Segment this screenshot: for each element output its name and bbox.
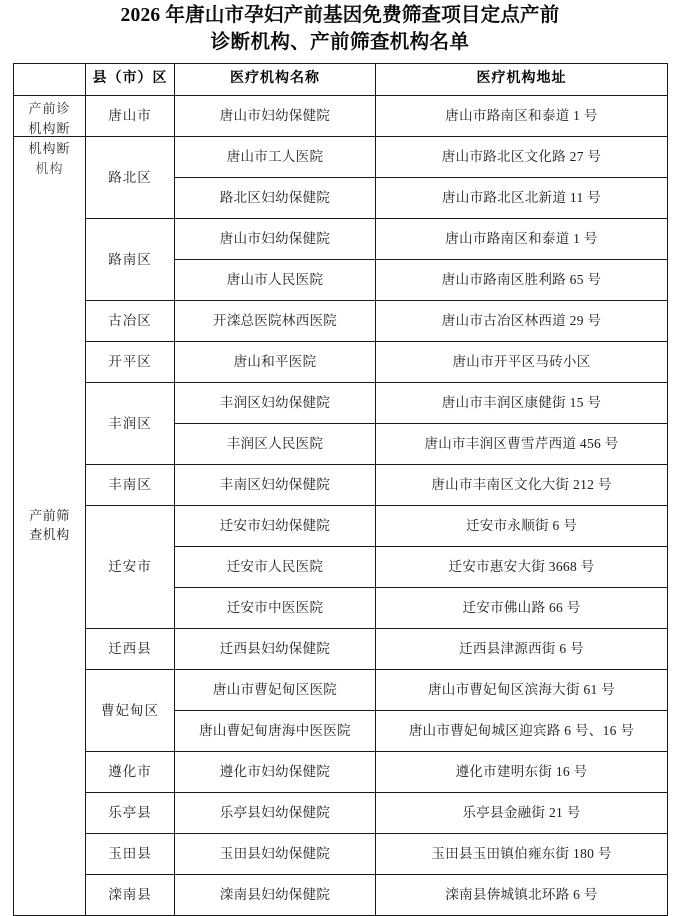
institution-name-cell: 唐山和平医院 — [175, 342, 376, 383]
category-cell-diagnosis — [14, 96, 86, 176]
institution-address-cell: 玉田县玉田镇伯雍东街 180 号 — [376, 834, 668, 875]
category-cell-screening — [14, 137, 86, 916]
table-row — [14, 506, 668, 547]
district-cell: 遵化市 — [86, 752, 175, 793]
institution-name-cell: 玉田县妇幼保健院 — [175, 834, 376, 875]
column-header-institution: 医疗机构名称 — [175, 64, 376, 96]
district-cell: 开平区 — [86, 342, 175, 383]
institution-name-cell: 唐山市工人医院 — [175, 137, 376, 178]
table-row — [14, 137, 668, 178]
institution-address-cell: 唐山市路南区和泰道 1 号 — [376, 219, 668, 260]
table-row — [14, 793, 668, 834]
institution-address-cell: 唐山市路南区和泰道 1 号 — [376, 96, 668, 137]
page-title-line-2: 诊断机构、产前筛查机构名单 — [210, 32, 470, 53]
institution-name-cell: 滦南县妇幼保健院 — [175, 875, 376, 916]
category-label-screening: 产前筛 查机构 — [29, 508, 70, 542]
table-row — [14, 875, 668, 916]
table-row — [14, 834, 668, 875]
table-row — [14, 752, 668, 793]
table-row — [14, 383, 668, 424]
district-cell: 迁西县 — [86, 629, 175, 670]
institution-name-cell: 乐亭县妇幼保健院 — [175, 793, 376, 834]
page-title-line-1: 2026 年唐山市孕妇产前基因免费筛查项目定点产前 — [120, 5, 560, 26]
institution-address-cell: 唐山市开平区马砖小区 — [376, 342, 668, 383]
table-row — [14, 219, 668, 260]
institution-table — [13, 63, 668, 916]
table-row — [14, 301, 668, 342]
institution-address-cell: 迁西县津源西街 6 号 — [376, 629, 668, 670]
institution-name-cell: 丰润区妇幼保健院 — [175, 383, 376, 424]
table-body — [14, 96, 668, 916]
institution-address-cell: 唐山市丰南区文化大街 212 号 — [376, 465, 668, 506]
table-row — [14, 96, 668, 137]
institution-address-cell: 遵化市建明东街 16 号 — [376, 752, 668, 793]
institution-address-cell: 唐山市曹妃甸城区迎宾路 6 号、16 号 — [376, 711, 668, 752]
institution-address-cell: 迁安市惠安大街 3668 号 — [376, 547, 668, 588]
institution-name-cell: 唐山市妇幼保健院 — [175, 96, 376, 137]
district-cell: 玉田县 — [86, 834, 175, 875]
institution-name-cell: 唐山市人民医院 — [175, 260, 376, 301]
district-cell: 丰润区 — [86, 383, 175, 465]
district-cell: 唐山市 — [86, 96, 175, 137]
institution-address-cell: 唐山市丰润区曹雪芹西道 456 号 — [376, 424, 668, 465]
column-header-address: 医疗机构地址 — [376, 64, 668, 96]
district-cell: 丰南区 — [86, 465, 175, 506]
institution-address-cell: 唐山市曹妃甸区滨海大街 61 号 — [376, 670, 668, 711]
institution-name-cell: 唐山市妇幼保健院 — [175, 219, 376, 260]
category-label-diagnosis: 产前诊 机构断 机构断 机构 — [28, 101, 71, 176]
institution-name-cell: 迁安市妇幼保健院 — [175, 506, 376, 547]
district-cell: 迁安市 — [86, 506, 175, 629]
institution-address-cell: 迁安市永顺街 6 号 — [376, 506, 668, 547]
institution-name-cell: 路北区妇幼保健院 — [175, 178, 376, 219]
institution-address-cell: 唐山市路北区文化路 27 号 — [376, 137, 668, 178]
district-cell: 曹妃甸区 — [86, 670, 175, 752]
institution-name-cell: 遵化市妇幼保健院 — [175, 752, 376, 793]
page-title — [34, 0, 646, 56]
institution-address-cell: 滦南县倴城镇北环路 6 号 — [376, 875, 668, 916]
institution-address-cell: 乐亭县金融街 21 号 — [376, 793, 668, 834]
institution-address-cell: 唐山市丰润区康健街 15 号 — [376, 383, 668, 424]
district-cell: 乐亭县 — [86, 793, 175, 834]
table-header-row — [14, 64, 668, 96]
column-header-district: 县（市）区 — [86, 64, 175, 96]
institution-address-cell: 唐山市路北区北新道 11 号 — [376, 178, 668, 219]
district-cell: 路南区 — [86, 219, 175, 301]
institution-name-cell: 迁安市中医医院 — [175, 588, 376, 629]
table-row — [14, 465, 668, 506]
table-row — [14, 629, 668, 670]
institution-name-cell: 丰润区人民医院 — [175, 424, 376, 465]
table-header — [14, 64, 668, 96]
institution-table-container — [13, 63, 667, 916]
column-header-category — [14, 64, 86, 96]
institution-address-cell: 唐山市路南区胜利路 65 号 — [376, 260, 668, 301]
institution-name-cell: 丰南区妇幼保健院 — [175, 465, 376, 506]
institution-name-cell: 迁西县妇幼保健院 — [175, 629, 376, 670]
district-cell: 古冶区 — [86, 301, 175, 342]
table-row — [14, 670, 668, 711]
institution-name-cell: 迁安市人民医院 — [175, 547, 376, 588]
institution-name-cell: 唐山市曹妃甸区医院 — [175, 670, 376, 711]
institution-address-cell: 唐山市古冶区林西道 29 号 — [376, 301, 668, 342]
district-cell: 滦南县 — [86, 875, 175, 916]
table-row — [14, 342, 668, 383]
institution-name-cell: 唐山曹妃甸唐海中医医院 — [175, 711, 376, 752]
district-cell: 路北区 — [86, 137, 175, 219]
institution-address-cell: 迁安市佛山路 66 号 — [376, 588, 668, 629]
institution-name-cell: 开滦总医院林西医院 — [175, 301, 376, 342]
